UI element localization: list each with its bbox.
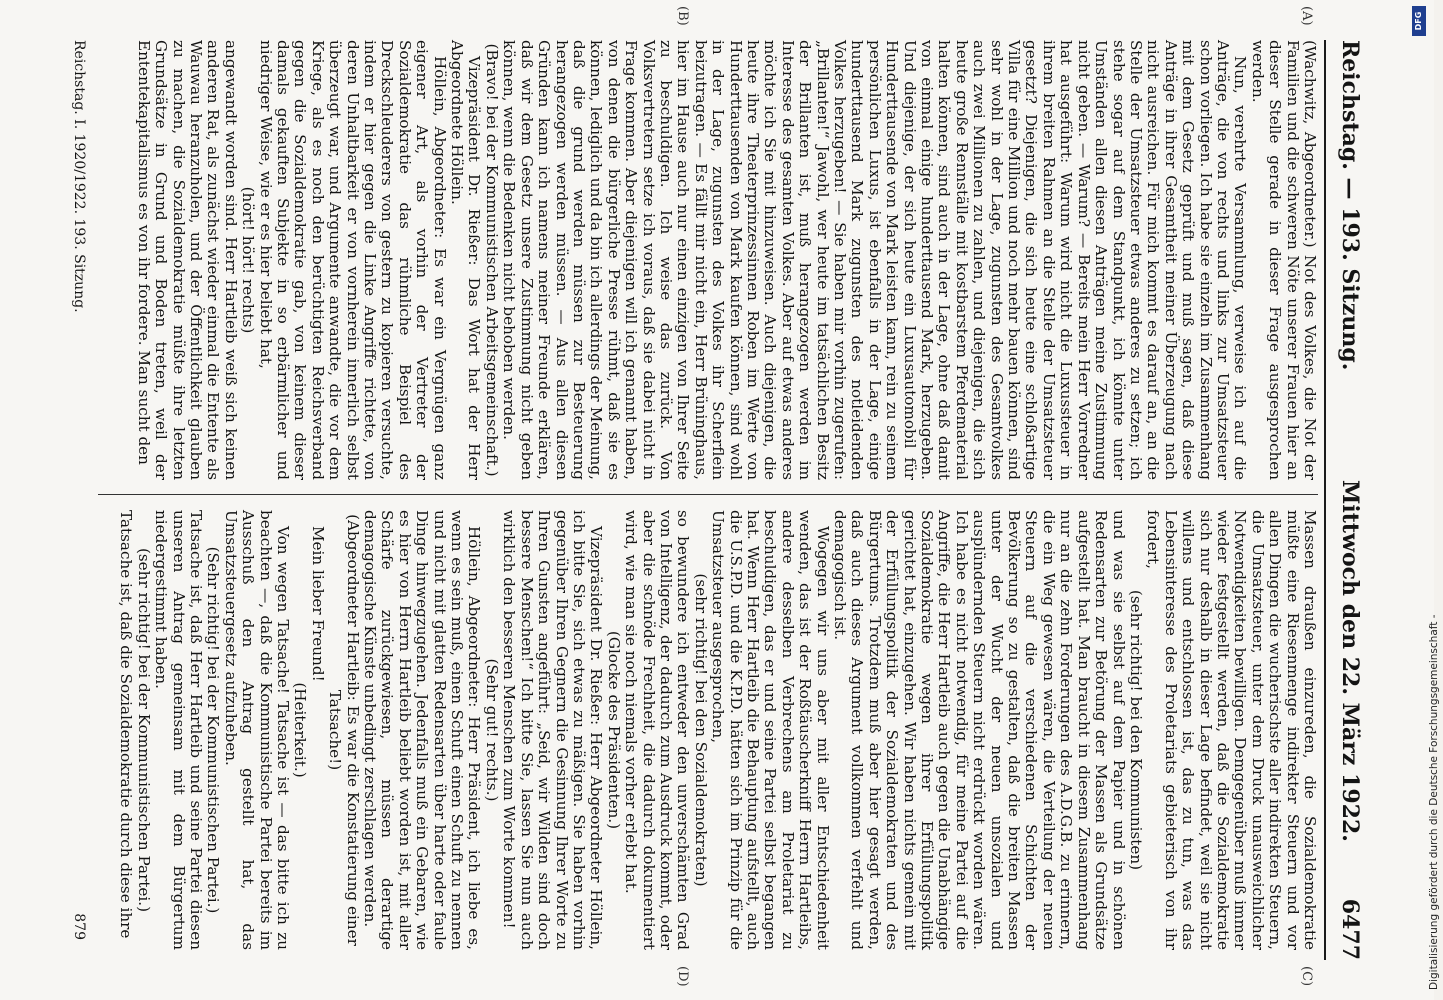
margin-marker-c: (C) — [1299, 966, 1314, 987]
left-column — [98, 40, 1318, 480]
right-column — [98, 510, 1318, 950]
page-footer — [64, 40, 94, 960]
footer-sheet-number: 879 — [71, 913, 87, 940]
right-paragraph: Vizepräsident Dr. Rießer: Herr Abgeordneter Höllein, ich bitte Sie, sich etwas zu mäßigen. Sie haben vorhin gegenüber Ihren Gegnern die Gesinnung Ihrer Worte zu Ihren Gunsten angeführt: „Seid, wir Wilden sind doch bessere Menschen!“ Ich bitte Sie, lassen Sie nun auch wirklich den besseren Menschen zum Worte kommen! — [500, 510, 606, 950]
right-interjection: (sehr richtig! bei der Kommunistischen Partei.) — [134, 547, 153, 913]
right-paragraph: so bewundere ich entweder den unverschämten Grad von Intelligenz, der dadurch zum Ausdruck kommt, oder aber die schnöde Frechheit, die dadurch dokumentiert wird, wie man sie noch niemals vorher erlebt hat. — [622, 510, 693, 950]
right-paragraph: Wogegen wir uns aber mit aller Entschiedenheit wenden, das ist der Roßtäuscherkniff Herrn Hartleibs, andere desselben Verbrechens am Proletariat zu beschuldigen, das er und seine Partei selbst begangen hat. Wenn Herr Hartleib die Behauptung aufstellt, auch die U.S.P.D. und die K.P.D. hätten sich im Prinzip für die Umsatzsteuer ausgesprochen, — [709, 510, 832, 950]
page-header — [1330, 40, 1370, 960]
right-interjection: (Heiterkeit.) — [291, 682, 310, 778]
dfg-logo-text: DFG — [1414, 11, 1423, 31]
right-interjection: (sehr richtig! bei den Sozialdemokraten) — [691, 573, 710, 887]
page-number: 6477 — [1337, 898, 1363, 960]
right-interjection: (Glocke des Präsidenten.) — [604, 630, 623, 830]
right-interjection: (Sehr richtig! bei der Kommunistischen Partei.) — [204, 546, 223, 914]
left-interjection: (hört! hört! rechts) — [239, 186, 258, 334]
right-paragraph: Höllein, Abgeordneter: Herr Präsident, ich liebe es, wenn es sein muß, einen Schuft einen Schuft zu nennen und nicht mit glatten Redensarten über harte oder faule Dinge hinwegzugehen. Jedenfalls muß ein Gebaren, wie es hier von Herrn Hartleib beliebt worden ist, mit aller Schärfe zurückgewiesen, müssen derartige demagogische Künste unbedingt zerschlagen werden. — [361, 510, 484, 950]
margin-marker-a: (A) — [1299, 6, 1314, 26]
right-interjection: (sehr richtig! bei den Kommunisten) — [1126, 589, 1145, 871]
header-rule — [1324, 40, 1326, 960]
right-interjection: (Abgeordneter Hartleib: Es war die Konstatierung einer Tatsache!) — [326, 514, 362, 946]
right-paragraph: Massen draußen einzureden, die Sozialdemokratie müßte eine Riesenmenge indirekter Steuern und vor allen Dingen die wucherischste aller indirekten Steuern, die Umsatzsteuer, unter dem Druck unausweichlicher Notwendigkeiten bewilligen. Demgegenüber muß immer wieder festgestellt werden, daß die Sozialdemokratie sich nur deshalb in dieser Lage befindet, weil sie nicht willens und entschlossen ist, das zu tun, was das Lebensinteresse des Proletariats gebieterisch von ihr fordert, — [1144, 510, 1319, 950]
left-paragraph: Höllein, Abgeordneter: Es war ein Vergnügen ganz eigener Art, als vorhin der Vertreter der Sozialdemokratie das rühmliche Beispiel des Dreckschleuderers von gestern zu kopieren versuchte, indem er hier gegen die Linke Angriffe richtete, von deren Unhaltbarkeit er von vornherein innerlich selbst überzeugt war, und Argumente anwandte, die vor dem Kriege, als es noch den berüchtigten Reichsverband gegen die Sozialdemokratie gab, von keinem dieser damals gekauften Subjekte in so erbärmlicher und niedriger Weise, wie er es hier beliebt hat, — [256, 40, 449, 480]
header-left: Reichstag. — 193. Sitzung. — [1337, 40, 1363, 371]
left-interjection: (Bravo! bei der Kommunistischen Arbeitsgemeinschaft.) — [482, 43, 501, 477]
left-paragraph: (Wachwitz, Abgeordneter.) Not des Volkes, die Not der Familien und die schweren Nöte unserer Frauen hier an dieser Stelle gerade in dieser Frage ausgesprochen werden. — [1248, 40, 1319, 480]
digitization-note — [1407, 10, 1440, 990]
column-divider — [98, 494, 1318, 495]
right-paragraph: und was sie selbst auf dem Papier und in schönen Redensarten zur Betörung der Massen als Grundsätze aufgestellt hat. Man braucht in diesem Zusammenhang nur an die zehn Forderungen des A.D.G.B. zu erinnern, die ein Weg gewesen wären, die Verteilung der neuen Steuern auf die verschiedenen Schichten der Bevölkerung so zu gestalten, daß die breiten Massen unter der Wucht der neuen unsozialen und ausplündernden Steuern nicht erdrückt worden wären. Ich habe es nicht notwendig, für meine Partei auf die Angriffe, die Herr Hartleib auch gegen die Unabhängige Sozialdemokratie wegen ihrer Erfüllungspolitik gerichtet hat, einzugehen. Wir haben nichts gemein mit der Erfüllungspolitik der Sozialdemokraten und des Bürgertums. Trotzdem muß aber hier gesagt werden, daß auch dieses Argument vollkommen verfehlt und demagogisch ist. — [831, 510, 1128, 950]
right-interjection: (Sehr gut! rechts.) — [482, 658, 501, 802]
margin-marker-b: (B) — [675, 6, 690, 26]
digitization-note-text: Digitalisierung gefördert durch die Deutsche Forschungsgemeinschaft - — [1428, 614, 1440, 990]
right-paragraph: Tatsache ist, daß die Sozialdemokratie durch diese ihre — [117, 510, 136, 939]
left-paragraph: angewandt worden sind. Herr Hartleib weiß sich keinen anderen Rat, als zunächst wieder einmal die Entente als Wauwau heranzuholen, und der Öffentlichkeit glauben zu machen, die Sozialdemokratie müßte ihre letzten Grundsätze in Grund und Boden treten, weil der Ententekapitalismus es von ihr fordere. Man sucht den — [134, 40, 240, 480]
right-paragraph: Von wegen Tatsache! Tatsache ist — das bitte ich zu beachten —, daß die Kommunistische Partei bereits im Ausschuß den Antrag gestellt hat, das Umsatzsteuergesetz aufzuheben. — [221, 510, 293, 950]
right-paragraph: Mein lieber Freund! — [308, 526, 327, 682]
left-paragraph: Vizepräsident Dr. Rießer: Das Wort hat der Herr Abgeordnete Höllein. — [448, 40, 484, 480]
header-date: Mittwoch den 22. März 1922. — [1337, 480, 1363, 842]
footer-left: Reichstag. I. 1920/1922. 193. Sitzung. — [71, 40, 87, 313]
margin-marker-d: (D) — [675, 966, 690, 987]
rotated-page-content — [50, 6, 1370, 987]
left-paragraph: Nun, verehrte Versammlung, verweise ich auf die Anträge, die von rechts und links zur Umsatzsteuer schon vorliegen. Ich habe sie einzeln im Zusammenhang mit dem Gesetz geprüft und muß sagen, daß diese Anträge in ihrer Gesamtheit meiner Überzeugung nach nicht ausreichen. Für mich kommt es darauf an, an die Stelle der Umsatzsteuer etwas anderes zu setzen; ich stehe sogar auf dem Standpunkt, ich könnte unter Umständen allen diesen Anträgen meine Zustimmung nicht geben. — Warum? — Bereits mein Herr Vorredner hat ausgeführt: Warum wird nicht die Luxussteuer in ihrem breiten Rahmen an die Stelle der Umsatzsteuer gesetzt? Diejenigen, die sich heute eine schloßartige Villa für eine Million und noch mehr bauen können, sind sehr wohl in der Lage, zugunsten des Gesamtvolkes auch zwei Millionen zu zahlen, und diejenigen, die sich heute große Rennställe mit kostbarstem Pferdematerial halten können, sind auch in der Lage, ohne daß damit von einmal einige hunderttausend Mark, herzugeben. Und diejenige, der sich heute ein Luxusautomobil für Hunderttausende von Mark leisten kann, rein zu seinem persönlichen Luxus, ist ebenfalls in der Lage, einige hunderttausend Mark zugunsten des notleidenden Volkes herzugeben! — Sie haben mir vorhin zugerufen: „Brillanten!“ Jawohl, wer heute im tatsächlichen Besitz der Brillanten ist, muß herangezogen werden im Interesse des gesamten Volkes. Aber auf etwas anderes möchte ich Sie mit hinzuweisen. Auch diejenigen, die heute ihre Theaterprinzessinnen Roben im Werte von Hunderttausenden von Mark kaufen können, sind wohl in der Lage, zugunsten des Volkes ihr Scherflein beizutragen. — Es fällt mir nicht ein, Herr Brüninghaus, hier im Hause auch nur einen einzigen von Ihrer Seite zu beschuldigen. Ich weise das zurück. Von Volksvertretern setze ich voraus, daß sie dabei nicht in Frage kommen. Aber diejenigen will ich genannt haben, von denen die bürgerliche Presse rühmt, daß sie es können, lediglich und da bin ich allerdings der Meinung, daß die grund werden müssen zur Besteuerung herangezogen werden müssen. — Aus allen diesen Gründen kann ich namens meiner Freunde erklären, daß wir dem Gesetz unsere Zustimmung nicht geben können, wenn die Bedenken nicht behoben werden. — [500, 40, 1250, 480]
right-paragraph: Tatsache ist, daß Herr Hartleib und seine Partei diesen unseren Antrag gemeinsam mit dem Bürgertum niedergestimmt haben. — [152, 510, 205, 950]
